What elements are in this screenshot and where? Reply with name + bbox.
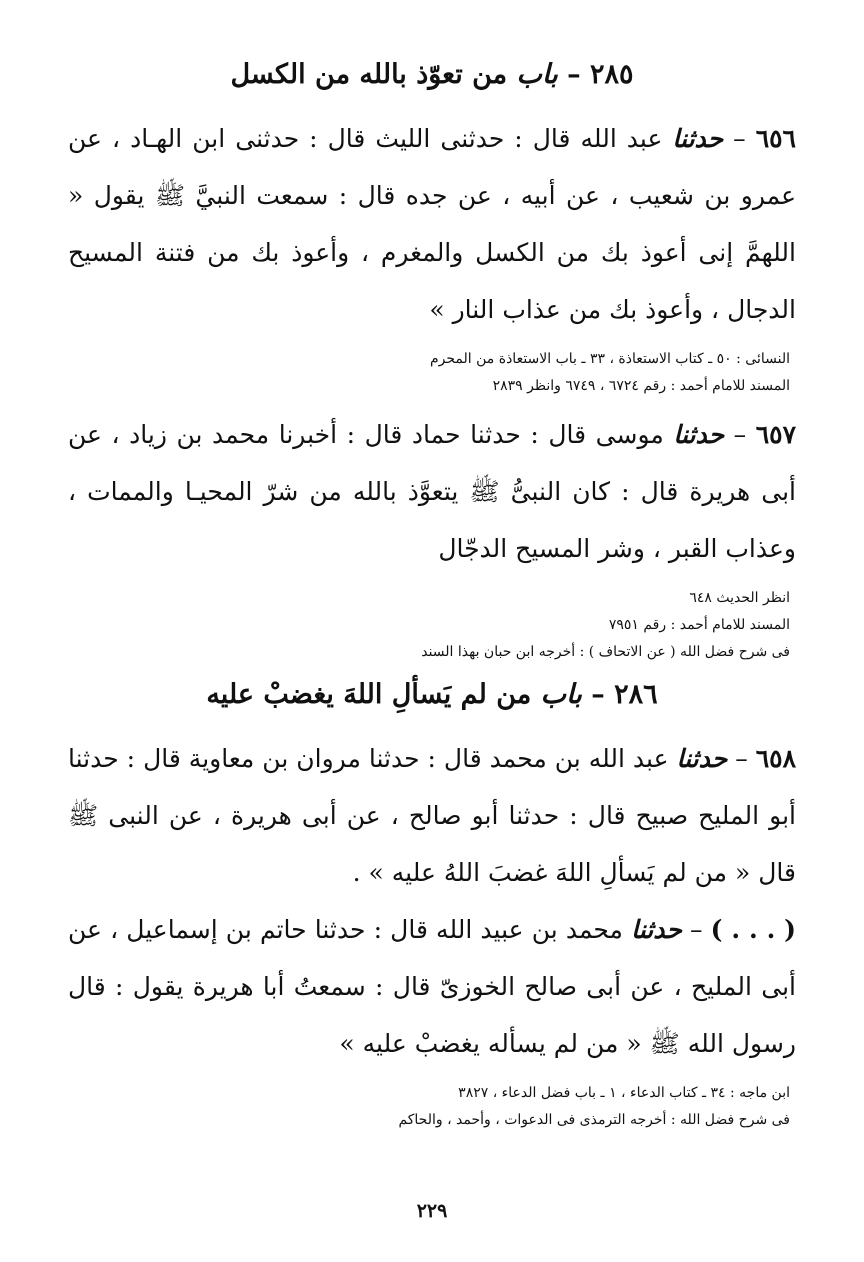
hadith-keyword: حدثنا [673, 420, 725, 449]
hadith-keyword: حدثنا [676, 744, 728, 773]
hadith-paragraph: ٦٥٨ – حدثنا عبد الله بن محمد قال : حدثنا مروان بن معاوية قال : حدثنا أبو المليح صبيح قال : حدثنا أبو صالح ، عن أبى هريرة ، عن النبى ﷺ قال « من لم يَسألِ اللهَ غضبَ اللهُ عليه » . [68, 744, 797, 887]
footnote: فى شرح فضل الله ( عن الاتحاف ) : أخرجه ابن حبان بهذا السند [421, 644, 790, 660]
hadith-text: موسى قال : حدثنا حماد قال : أخبرنا محمد بن زياد ، عن أبى هريرة قال : كان النبىُّ ﷺ يتعوَّذ بالله من شرّ المحيـا والممات ، وعذاب القبر ، وشر المسيح الدجّال [68, 420, 796, 563]
page-number: ٢٢٩ [416, 1200, 448, 1222]
hadith-text: عبد الله قال : حدثنى الليث قال : حدثنى ابن الهـاد ، عن عمرو بن شعيب ، عن أبيه ، عن جده قال : سمعت النبيَّ ﷺ يقول « اللهمَّ إنى أعوذ بك من الكسل والمغرم ، وأعوذ بك من فتنة المسيح الدجال ، وأعوذ بك من عذاب النار » [68, 124, 796, 324]
footnote: النسائى : ٥٠ ـ كتاب الاستعاذة ، ٣٣ ـ باب الاستعاذة من المحرم [430, 351, 790, 367]
chapter-word: باب [516, 59, 558, 90]
chapter-heading: ٢٨٦ – باب من لم يَسألِ اللهَ يغضبْ عليه [206, 679, 658, 710]
hadith-paragraph: ٦٥٦ – حدثنا عبد الله قال : حدثنى الليث قال : حدثنى ابن الهـاد ، عن عمرو بن شعيب ، عن أبيه ، عن جده قال : سمعت النبيَّ ﷺ يقول « اللهمَّ إنى أعوذ بك من الكسل والمغرم ، وأعوذ بك من فتنة المسيح الدجال ، وأعوذ بك من عذاب النار » [68, 124, 796, 324]
footnote: انظر الحديث ٦٤٨ [689, 590, 790, 606]
hadith-text: محمد بن عبيد الله قال : حدثنا حاتم بن إسماعيل ، عن أبى المليح ، عن أبى صالح الخوزىّ قال : سمعتُ أبا هريرة يقول : قال رسول الله ﷺ « من لم يسأله يغضبْ عليه » [68, 915, 796, 1058]
chapter-number: ٢٨٦ [614, 679, 658, 710]
hadith-number: ٦٥٦ [755, 124, 796, 153]
footnotes [68, 585, 790, 666]
hadith-number: ( . . . ) [710, 915, 797, 944]
chapter-heading: ٢٨٥ – باب من تعوّذ بالله من الكسل [230, 59, 634, 90]
hadith-number: ٦٥٨ [755, 744, 797, 773]
hadith-number: ٦٥٧ [755, 420, 797, 449]
hadith-keyword: حدثنا [672, 124, 724, 153]
footnotes [68, 1080, 790, 1134]
chapter-title: من تعوّذ بالله من الكسل [230, 59, 508, 90]
hadith-keyword: حدثنا [631, 915, 682, 944]
hadith-paragraph: ( . . . ) – حدثنا محمد بن عبيد الله قال : حدثنا حاتم بن إسماعيل ، عن أبى المليح ، عن أبى صالح الخوزىّ قال : سمعتُ أبا هريرة يقول : قال رسول الله ﷺ « من لم يسأله يغضبْ عليه » [68, 915, 797, 1058]
footnote: المسند للامام أحمد : رقم ٧٩٥١ [608, 617, 790, 633]
hadith-text: عبد الله بن محمد قال : حدثنا مروان بن معاوية قال : حدثنا أبو المليح صبيح قال : حدثنا أبو صالح ، عن أبى هريرة ، عن النبى ﷺ قال « من لم يَسألِ اللهَ غضبَ اللهُ عليه » . [68, 744, 796, 887]
footnotes [68, 346, 790, 400]
chapter-number: ٢٨٥ [590, 59, 634, 90]
chapter-title: من لم يَسألِ اللهَ يغضبْ عليه [206, 679, 532, 710]
footnote: فى شرح فضل الله : أخرجه الترمذى فى الدعوات ، وأحمد ، والحاكم [398, 1112, 790, 1128]
chapter-word: باب [540, 679, 582, 710]
footnote: ابن ماجه : ٣٤ ـ كتاب الدعاء ، ١ ـ باب فضل الدعاء ، ٣٨٢٧ [458, 1085, 790, 1101]
hadith-paragraph: ٦٥٧ – حدثنا موسى قال : حدثنا حماد قال : أخبرنا محمد بن زياد ، عن أبى هريرة قال : كان النبىُّ ﷺ يتعوَّذ بالله من شرّ المحيـا والممات ، وعذاب القبر ، وشر المسيح الدجّال [68, 420, 797, 563]
footnote: المسند للامام أحمد : رقم ٦٧٢٤ ، ٦٧٤٩ وانظر ٢٨٣٩ [492, 378, 790, 394]
